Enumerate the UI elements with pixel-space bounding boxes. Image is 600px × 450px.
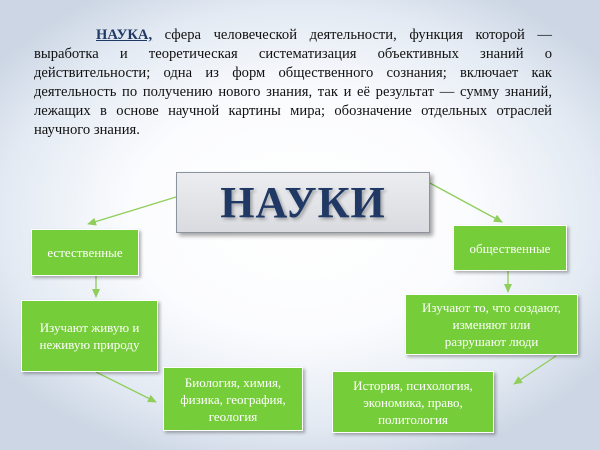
definition-term: НАУКА, — [96, 27, 153, 43]
diagram-title: НАУКИ — [220, 178, 386, 227]
natural-description-box — [21, 300, 158, 372]
social-examples-box — [332, 371, 494, 433]
arrow-title-to-natural — [88, 197, 176, 224]
definition-text: сфера человеческой деятельности, функция которой — выработка и теоретическая систематизация объективных знаний о действительности; одна из форм общественного сознания; включает как деятельность по получению нового знания, так и её результат — сумму знаний, лежащих в основе научной картины мира; обозначение отдельных отраслей научного знания. — [34, 27, 552, 138]
arrow-social-description-to-examples — [514, 356, 556, 384]
arrow-title-to-social — [428, 182, 502, 222]
natural-sciences-label: естественные — [47, 245, 123, 260]
social-description-box — [405, 294, 578, 355]
social-description-text: Изучают то, что создают, изменяют или разрушают люди — [422, 300, 561, 349]
arrow-natural-description-to-examples — [96, 372, 156, 402]
natural-sciences-box — [31, 229, 139, 276]
social-sciences-label: общественные — [469, 240, 551, 256]
title-box — [176, 172, 430, 233]
social-examples-text: История, психология, экономика, право, политология — [353, 377, 473, 427]
natural-examples-text: Биология, химия, физика, география, геология — [180, 374, 286, 424]
natural-examples-box — [163, 367, 303, 431]
natural-description-text: Изучают живую и неживую природу — [39, 320, 140, 352]
social-sciences-box — [453, 225, 567, 271]
